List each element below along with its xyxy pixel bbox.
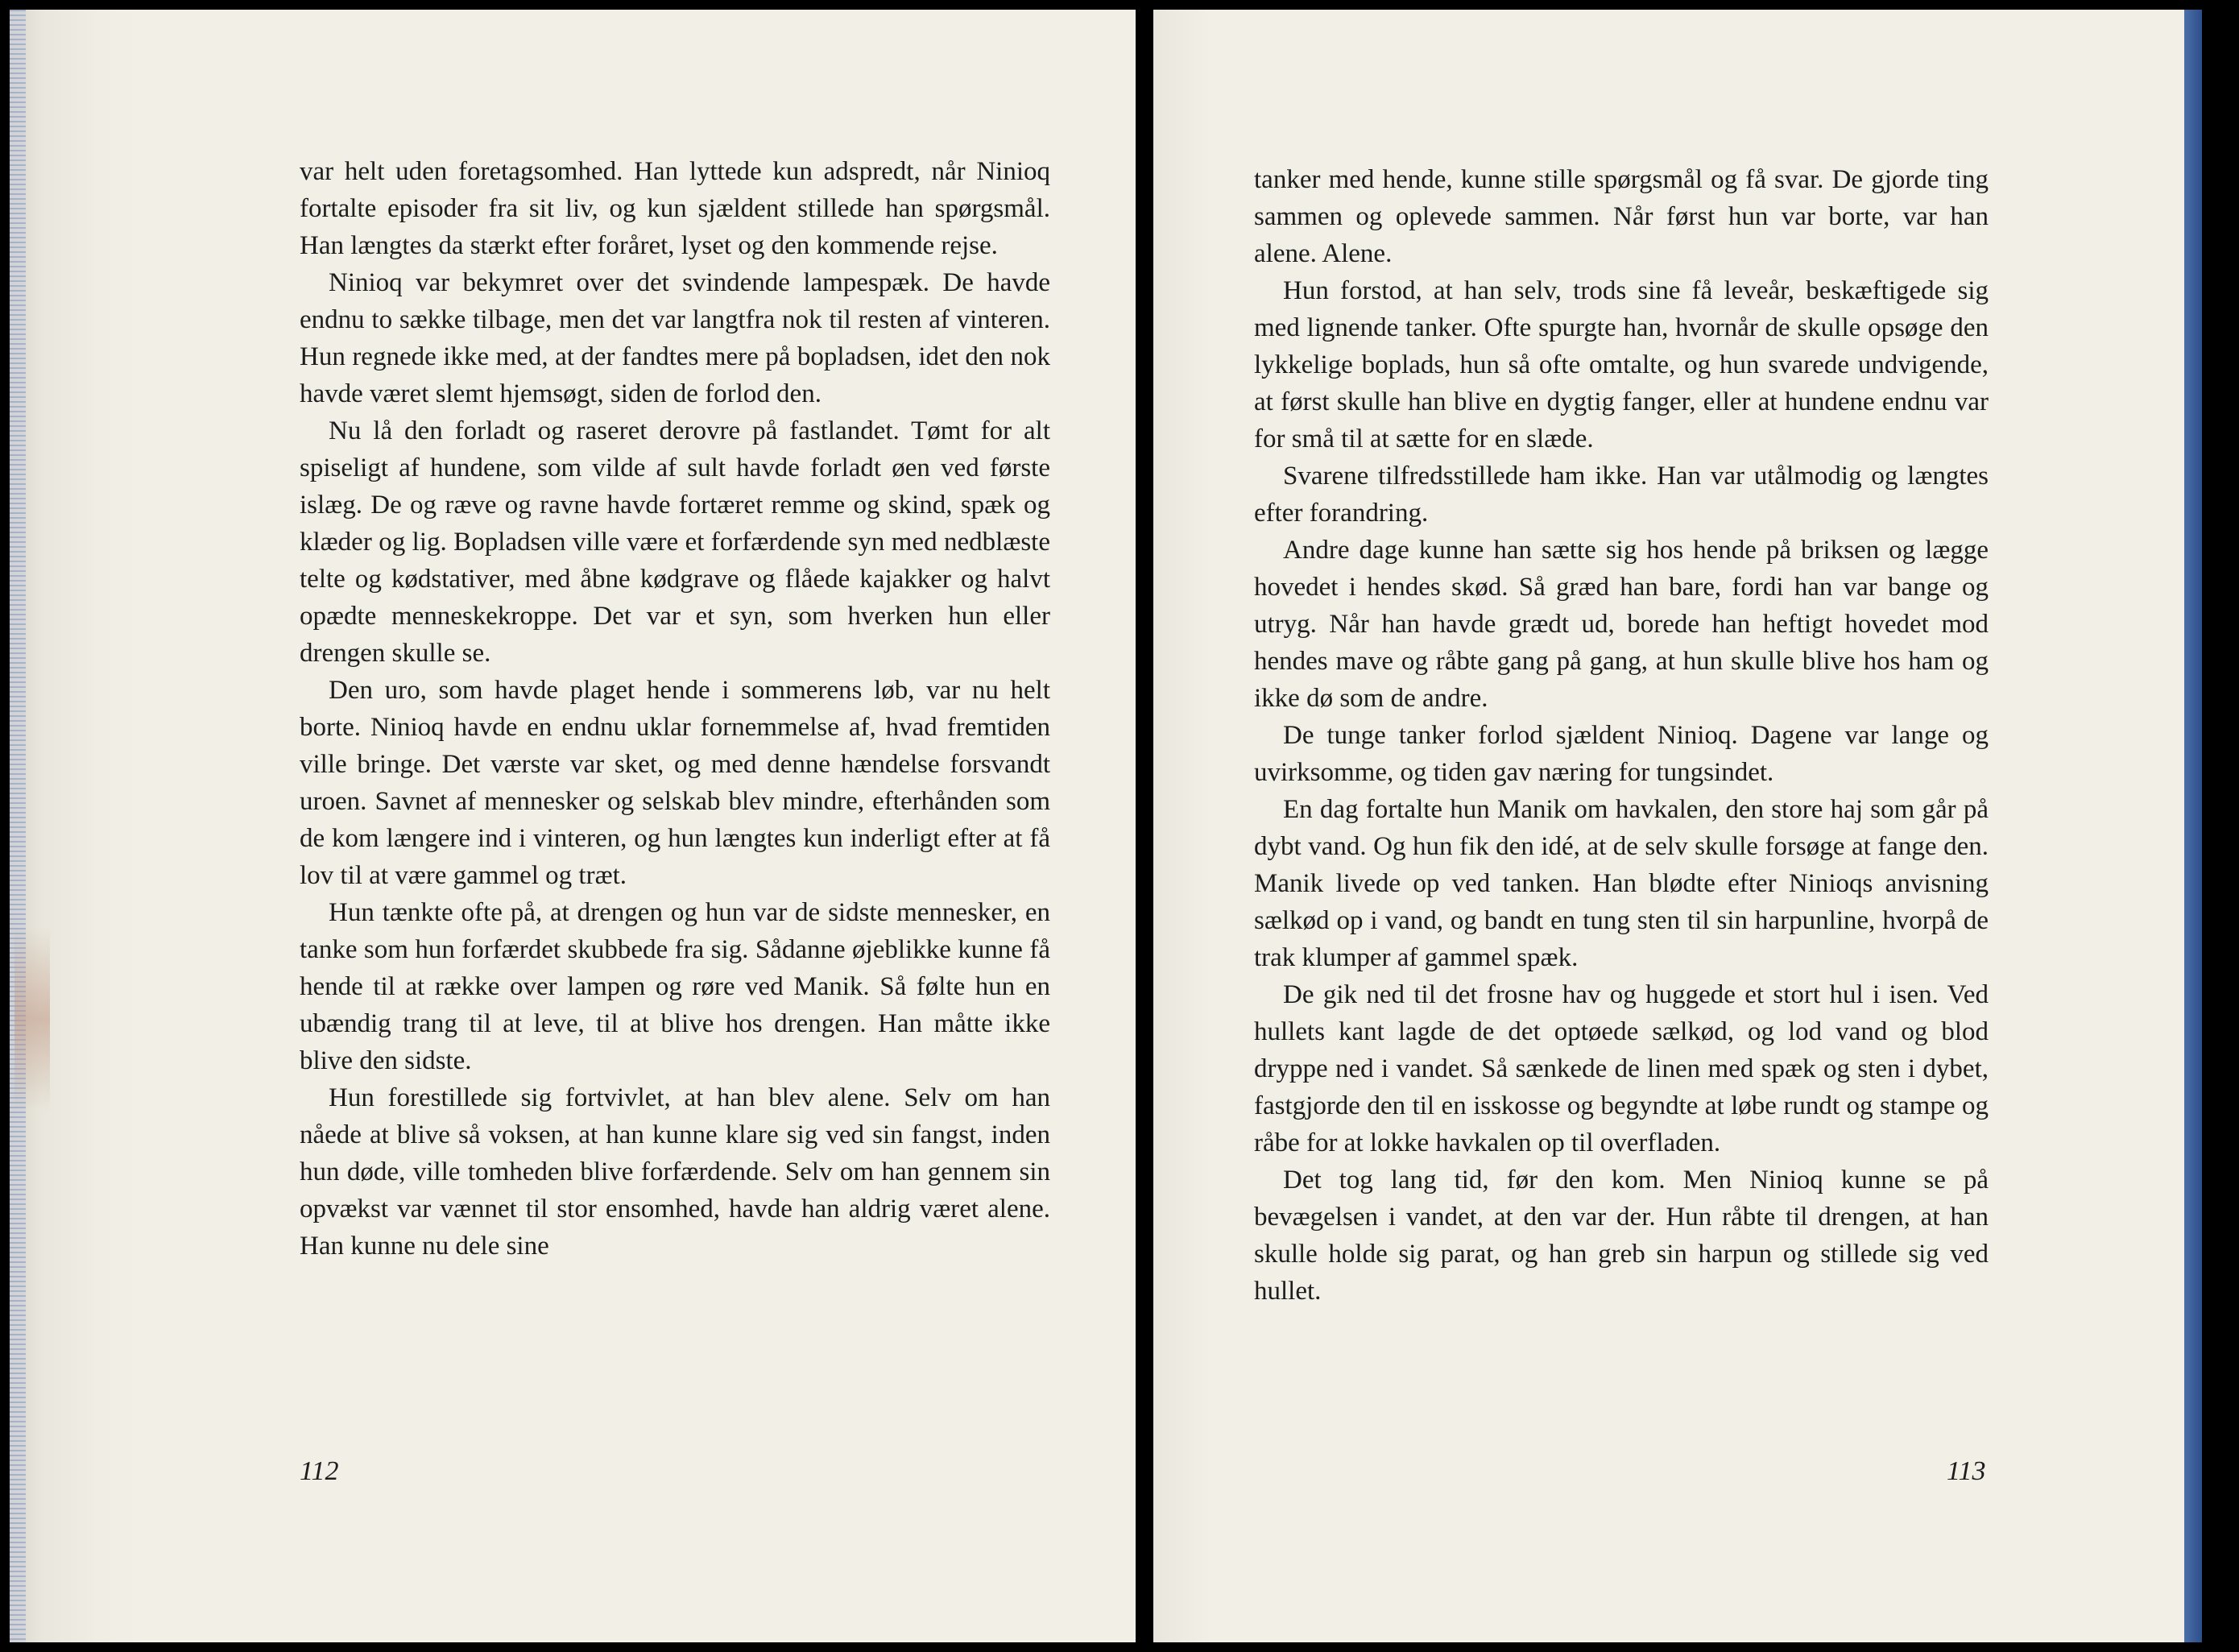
paragraph: Hun tænkte ofte på, at drengen og hun var de sidste mennesker, en tanke som hun forfærdet skubbede fra sig. Sådanne øjeblikke kunne få hende til at række over lampen og røre ved Manik. Så følte hun en ubændig trang til at leve, til at blive hos drengen. Han måtte ikke blive den sidste. bbox=[300, 898, 1050, 1075]
left-page-body bbox=[300, 153, 1050, 1265]
paragraph: En dag fortalte hun Manik om havkalen, den store haj som går på dybt vand. Og hun fik den idé, at de selv skulle forsøge at fange den. Manik livede op ved tanken. Han blødte efter Ninioqs anvisning sælkød op i vand, og bandt en tung sten til sin harpunline, hvorpå de trak klumper af gammel spæk. bbox=[1254, 795, 1989, 972]
paragraph: Den uro, som havde plaget hende i sommerens løb, var nu helt borte. Ninioq havde en endnu uklar fornemmelse af, hvad fremtiden ville bringe. Det værste var sket, og med denne hændelse forsvandt uroen. Savnet af mennesker og selskab blev mindre, efterhånden som de kom længere ind i vinteren, og hun længtes kun inderligt efter at få lov til at være gammel og træt. bbox=[300, 676, 1050, 890]
right-page-edge bbox=[2184, 10, 2202, 1642]
paragraph: Det tog lang tid, før den kom. Men Ninioq kunne se på bevægelsen i vandet, at den var der. Hun råbte til drengen, at han skulle holde sig parat, og han greb sin harpun og stillede sig ved hullet. bbox=[1254, 1166, 1989, 1306]
page-number-right: 113 bbox=[1947, 1456, 1986, 1486]
paragraph: Nu lå den forladt og raseret derovre på fastlandet. Tømt for alt spiseligt af hundene, som vilde af sult havde forladt øen ved første islæg. De og ræve og ravne havde fortæret remme og skind, spæk og klæder og lig. Bopladsen ville være et forfærdende syn med nedblæste telte og kødstativer, med åbne kødgrave og flåede kajakker og halvt opædte menneskekroppe. Det var et syn, som hverken hun eller drengen skulle se. bbox=[300, 416, 1050, 668]
right-page-body bbox=[1254, 161, 1989, 1310]
paragraph: var helt uden foretagsomhed. Han lyttede kun adspredt, når Ninioq fortalte episoder fra sit liv, og kun sjældent stillede han spørgsmål. Han længtes da stærkt efter foråret, lyset og den kommende rejse. bbox=[300, 157, 1050, 260]
paragraph: Andre dage kunne han sætte sig hos hende på briksen og lægge hovedet i hendes skød. Så græd han bare, fordi han var bange og utryg. Når han havde grædt ud, borede han heftigt hovedet mod hendes mave og råbte gang på gang, at hun skulle blive hos ham og ikke dø som de andre. bbox=[1254, 536, 1989, 713]
paragraph: De tunge tanker forlod sjældent Ninioq. Dagene var lange og uvirksomme, og tiden gav næring for tungsindet. bbox=[1254, 721, 1989, 787]
paragraph: De gik ned til det frosne hav og huggede et stort hul i isen. Ved hullets kant lagde de det optøede sælkød, og lod vand og blod dryppe ned i vandet. Så sænkede de linen med spæk og sten i dybet, fastgjorde den til en isskosse og begyndte at løbe rundt og stampe og råbe for at lokke havkalen op til overfladen. bbox=[1254, 980, 1989, 1157]
paragraph: Hun forstod, at han selv, trods sine få leveår, beskæftigede sig med lignende tanker. Ofte spurgte han, hvornår de skulle opsøge den lykkelige boplads, hun så ofte omtalte, og hun svarede undvigende, at først skulle han blive en dygtig fanger, eller at hundene endnu var for små til at sætte for en slæde. bbox=[1254, 276, 1989, 453]
paragraph: Ninioq var bekymret over det svindende lampespæk. De havde endnu to sække tilbage, men det var langtfra nok til resten af vinteren. Hun regnede ikke med, at der fandtes mere på bopladsen, idet den nok havde været slemt hjemsøgt, siden de forlod den. bbox=[300, 268, 1050, 408]
paragraph: tanker med hende, kunne stille spørgsmål og få svar. De gjorde ting sammen og oplevede sammen. Når først hun var borte, var han alene. Alene. bbox=[1254, 165, 1989, 268]
paragraph: Svarene tilfredsstillede ham ikke. Han var utålmodig og længtes efter forandring. bbox=[1254, 462, 1989, 528]
left-page-stain bbox=[14, 926, 50, 1112]
page-number-left: 112 bbox=[300, 1456, 339, 1486]
left-page-edge bbox=[10, 10, 26, 1642]
paragraph: Hun forestillede sig fortvivlet, at han blev alene. Selv om han nåede at blive så voksen, at han kunne klare sig ved sin fangst, inden hun døde, ville tomheden blive forfærdende. Selv om han gennem sin opvækst var vænnet til stor ensomhed, havde han aldrig været alene. Han kunne nu dele sine bbox=[300, 1083, 1050, 1261]
